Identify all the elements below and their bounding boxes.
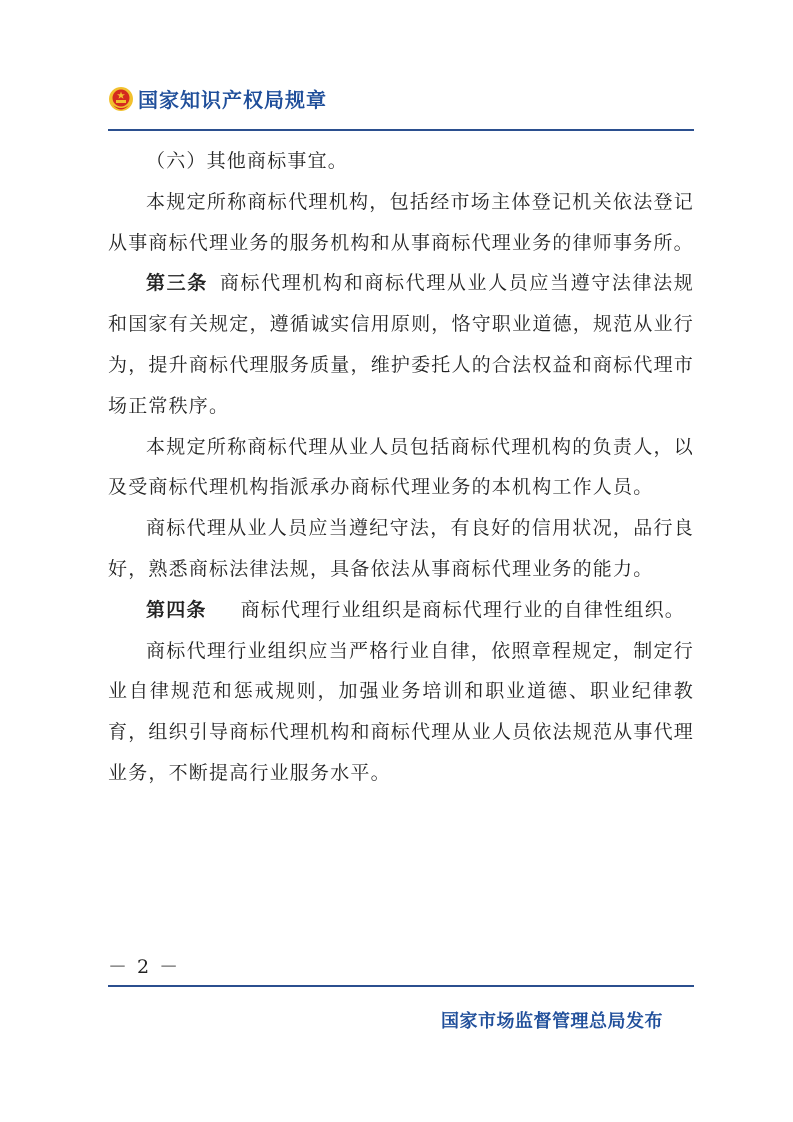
header-title: 国家知识产权局规章 bbox=[138, 88, 327, 112]
paragraph: 本规定所称商标代理从业人员包括商标代理机构的负责人，以及受商标代理机构指派承办商标代理业务的本机构工作人员。 bbox=[108, 435, 694, 499]
publisher-label: 国家市场监督管理总局发布 bbox=[441, 1011, 663, 1032]
paragraph: （六）其他商标事宜。 bbox=[146, 150, 349, 172]
paragraph: 本规定所称商标代理机构，包括经市场主体登记机关依法登记从事商标代理业务的服务机构和从事商标代理业务的律师事务所。 bbox=[108, 190, 694, 254]
header-rule bbox=[108, 129, 694, 131]
article-paragraph bbox=[108, 590, 694, 631]
footer-rule bbox=[108, 985, 694, 987]
article-paragraph bbox=[108, 263, 694, 426]
page-header bbox=[108, 84, 327, 113]
national-emblem-icon bbox=[108, 86, 134, 112]
paragraph: 商标代理行业组织应当严格行业自律，依照章程规定，制定行业自律规范和惩戒规则，加强业务培训和职业道德、职业纪律教育，组织引导商标代理机构和商标代理从业人员依法规范从事代理业务，不断提高行业服务水平。 bbox=[108, 639, 694, 784]
article-heading: 第三条 bbox=[146, 272, 208, 295]
paragraph: 商标代理从业人员应当遵纪守法，有良好的信用状况，品行良好，熟悉商标法律法规，具备依法从事商标代理业务的能力。 bbox=[108, 517, 694, 580]
article-text: 商标代理行业组织是商标代理行业的自律性组织。 bbox=[240, 598, 686, 621]
article-text: 商标代理机构和商标代理从业人员应当遵守法律法规和国家有关规定，遵循诚实信用原则，恪守职业道德，规范从业行为，提升商标代理服务质量，维护委托人的合法权益和商标代理市场正常秩序。 bbox=[108, 272, 694, 417]
page-number: － 2 － bbox=[108, 956, 181, 978]
article-heading: 第四条 bbox=[146, 598, 207, 621]
document-body bbox=[108, 141, 694, 794]
